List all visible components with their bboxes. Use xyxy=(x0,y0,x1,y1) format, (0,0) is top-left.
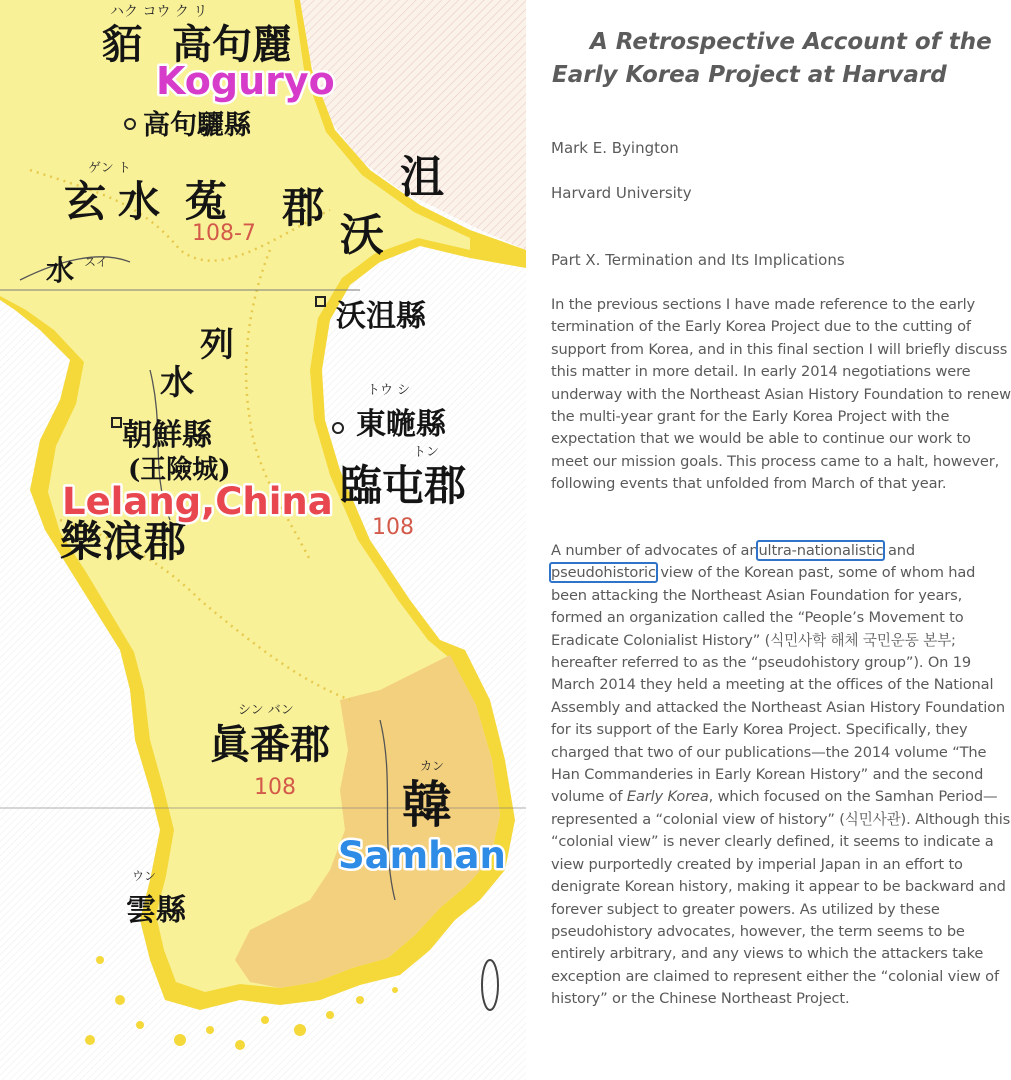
kanji-goguryeo-county: 高句驪縣 xyxy=(143,110,251,141)
article-title-line1: A Retrospective Account of the xyxy=(590,29,992,55)
label-lelang-china: Lelang,China xyxy=(62,480,333,523)
kanji-okjeo-county: 沃沮縣 xyxy=(336,299,426,334)
kanji-su: 水 xyxy=(118,177,161,226)
kana-goguryeo: ハク コウ ク リ xyxy=(110,4,208,20)
article-panel xyxy=(526,0,1011,1080)
paragraph-2-journal-title: Early Korea xyxy=(626,788,709,806)
year-hyeondo: 108-7 xyxy=(192,221,256,246)
kana-su: スイ xyxy=(84,255,108,269)
kanji-jinbeon: 眞番郡 xyxy=(210,721,330,768)
kana-dongi: トウ シ xyxy=(367,383,411,398)
label-koguryo: Koguryo xyxy=(156,59,335,103)
year-imdun: 108 xyxy=(372,515,414,540)
kana-hyeondo: ゲン ト xyxy=(88,161,131,176)
kana-un: ウン xyxy=(132,869,157,883)
kanji-hyeondo-a: 玄 xyxy=(64,177,107,226)
kanji-goguryeo: 高句麗 xyxy=(172,21,292,68)
author-name: Mark E. Byington xyxy=(551,139,679,157)
highlight-pseudohistoric: pseudohistoric xyxy=(551,564,656,582)
article-title xyxy=(552,26,1002,92)
paragraph-2-text-c: view of the Korean past, some of whom had been attacking the Northeast Asian Foundation for years, formed an organization called the “People’s Movement to Eradicate Colonialist History” (식민사학 해체 국민운동 본부; hereafter referred to as the “pseudohistory group”). On 19 March 2014 they held a meeting at the offices of the National Assembly and attacked the Northeast Asian History Foundation for its support of the Early Korea Project. Specifically, they charged that two of our publications—the 2014 volume “The Han Commanderies in Early Korean History” and the second volume of xyxy=(551,564,1006,806)
kana-han: カン xyxy=(420,759,445,773)
article-title-line2: Early Korea Project at Harvard xyxy=(552,62,947,88)
label-samhan: Samhan xyxy=(338,834,506,877)
paragraph-2-text-a: A number of advocates of an xyxy=(551,542,759,559)
kanji-wanggeom: (王險城) xyxy=(128,455,231,485)
paragraph-1: In the previous sections I have made reference to the early termination of the Early Korea Project due to the cutting of support from Korea, and in this final section I will briefly discuss this matter in more detail. In early 2014 negotiations were underway with the Northeast Asian History Foundation to renew the multi-year grant for the Early Korea Project with the expectation that we would be able to continue our work to meet our mission goals. This process came to a halt, however, following events that unfolded from March of that year. xyxy=(551,296,1011,493)
kanji-okjeo: 沃 xyxy=(340,210,384,261)
kanji-un-county: 雲縣 xyxy=(126,893,186,928)
kanji-imdun: 臨屯郡 xyxy=(340,461,467,510)
highlight-ultra-nationalistic: ultra-nationalistic xyxy=(758,542,884,559)
kanji-hyeondo-b: 菟 xyxy=(185,177,228,226)
author-affiliation: Harvard University xyxy=(551,184,692,202)
paragraph-2 xyxy=(551,540,1011,1011)
kana-jinbeon: シン バン xyxy=(238,703,294,718)
kanji-joseon-county: 朝鮮縣 xyxy=(122,418,212,453)
kanji-han: 韓 xyxy=(402,775,452,834)
kanji-jeo: 沮 xyxy=(400,152,444,203)
kanji-nangnang: 樂浪郡 xyxy=(60,517,187,566)
kanji-mo: 貊 xyxy=(102,21,142,68)
kana-imdun: トン xyxy=(413,445,440,460)
kanji-commandery: 郡 xyxy=(282,183,325,232)
paragraph-2-text-d: , which focused on the Samhan Period—represented a “colonial view of history” (식민사관). Although this “colonial view” is never clearly defined, it seems to indicate a view purportedly created by imperial Japan in an effort to denigrate Korean history, making it appear to be backward and forever subject to greater powers. As utilized by these pseudohistory advocates, however, the term seems to be entirely arbitrary, and any views to which the attackers take exception are claimed to represent either the “colonial view of history” or the Chinese Northeast Project. xyxy=(551,788,1011,1008)
paragraph-2-text-b: and xyxy=(883,542,915,559)
year-jinbeon: 108 xyxy=(254,775,296,800)
kanji-su-river: 水 xyxy=(46,254,75,287)
kanji-yeol: 列 xyxy=(200,325,234,365)
kanji-su-yeol: 水 xyxy=(160,363,194,403)
section-heading: Part X. Termination and Its Implications xyxy=(551,251,845,269)
kanji-dongi-county: 東暆縣 xyxy=(356,407,446,442)
